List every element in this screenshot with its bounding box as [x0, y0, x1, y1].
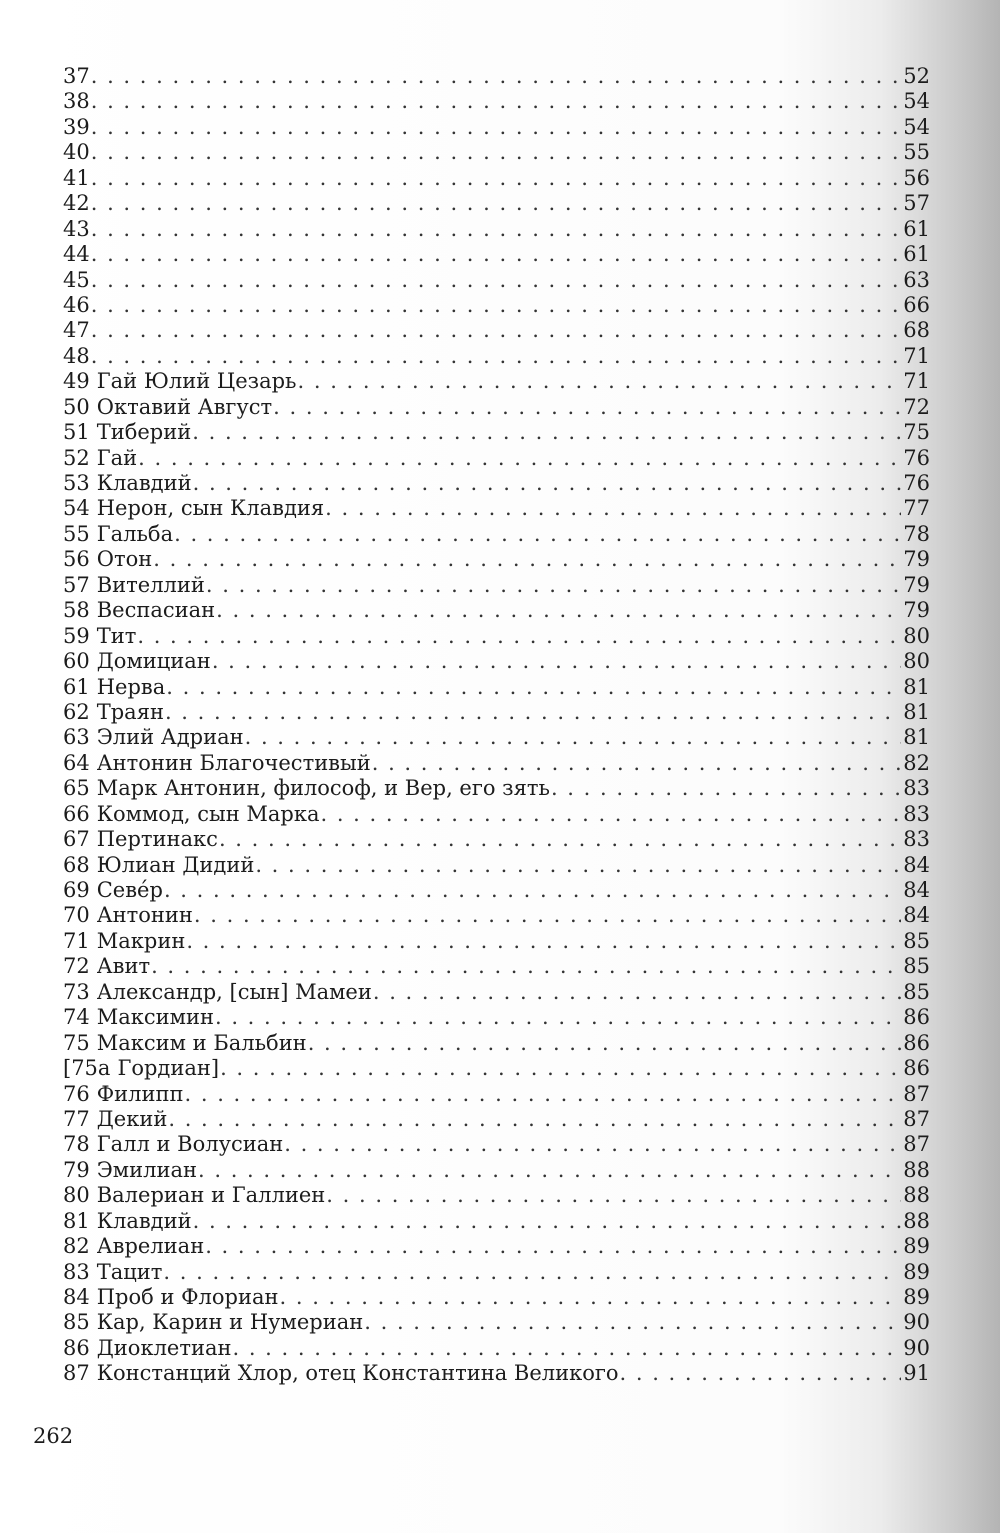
dot-leader	[198, 1158, 901, 1183]
toc-entry-number: 37	[63, 64, 90, 88]
toc-entry	[63, 802, 930, 827]
dot-leader	[91, 318, 902, 343]
dot-leader	[255, 853, 901, 878]
toc-entry	[63, 1336, 930, 1361]
toc-entry-title: Эмилиан	[96, 1157, 197, 1182]
toc-entry-number: 60	[63, 649, 90, 674]
dot-leader	[298, 369, 902, 394]
toc-entry-page: 80	[903, 649, 930, 674]
toc-entry	[63, 217, 930, 242]
toc-entry-title: Отон	[96, 547, 153, 572]
toc-entry	[63, 853, 930, 878]
toc-entry	[63, 522, 930, 547]
toc-entry-title: Севе́р	[96, 878, 163, 902]
toc-entry	[63, 776, 930, 801]
toc-entry-number: 44	[63, 242, 90, 267]
toc-entry	[63, 929, 930, 954]
toc-entry-page: 87	[903, 1081, 930, 1106]
dot-leader	[91, 268, 902, 293]
dot-leader	[215, 1005, 901, 1030]
toc-entry-number: 54	[63, 496, 90, 521]
toc-entry-page: 87	[903, 1106, 930, 1131]
toc-entry-page: 80	[903, 623, 930, 648]
toc-entry-title: Гордиан]	[117, 1056, 220, 1081]
toc-entry	[63, 395, 930, 420]
toc-entry-number: 84	[63, 1285, 90, 1309]
toc-entry-number: 47	[63, 318, 90, 343]
toc-entry-page: 66	[903, 292, 930, 317]
dot-leader	[168, 1107, 901, 1132]
toc-entry-title: Филипп	[96, 1081, 184, 1106]
toc-entry	[63, 1285, 930, 1310]
toc-entry-number: 39	[63, 114, 90, 139]
toc-entry-number: 52	[63, 445, 90, 470]
dot-leader	[151, 954, 901, 979]
toc-entry-page: 90	[903, 1335, 930, 1360]
toc-entry-number: 53	[63, 471, 90, 495]
dot-leader	[551, 776, 901, 801]
toc-entry-page: 86	[903, 1005, 930, 1030]
toc-entry-title: Юлиан Дидий	[96, 852, 255, 877]
toc-entry-page: 61	[903, 216, 930, 241]
toc-entry-page: 85	[903, 928, 930, 953]
toc-entry	[63, 1209, 930, 1234]
toc-entry-page: 85	[903, 954, 930, 979]
toc-entry	[63, 191, 930, 216]
toc-entry-number: 87	[63, 1361, 90, 1386]
toc-entry-title: Тиберий	[96, 420, 192, 445]
toc-entry-page: 75	[903, 420, 930, 445]
toc-entry-page: 86	[903, 1056, 930, 1081]
toc-entry-number: 45	[63, 267, 90, 292]
dot-leader	[212, 649, 901, 674]
toc-entry-page: 79	[903, 547, 930, 572]
toc-entry-number: 40	[63, 140, 90, 165]
toc-entry-page: 71	[903, 369, 930, 394]
toc-entry	[63, 624, 930, 649]
dot-leader	[164, 878, 901, 903]
dot-leader	[153, 547, 901, 572]
toc-entry-page: 90	[903, 1310, 930, 1335]
toc-entry-title: Элий Адриан	[96, 725, 244, 750]
toc-entry	[63, 344, 930, 369]
toc-entry-title: Тит	[96, 623, 137, 648]
toc-entry-page: 83	[903, 801, 930, 826]
toc-entry	[63, 420, 930, 445]
toc-entry-page: 81	[903, 674, 930, 699]
dot-leader	[91, 89, 902, 114]
toc-entry-number: 64	[63, 750, 90, 775]
dot-leader	[232, 1336, 901, 1361]
toc-entry-page: 84	[903, 878, 930, 902]
dot-leader	[205, 1234, 901, 1259]
toc-entry-number: [75а	[63, 1056, 111, 1081]
dot-leader	[308, 1031, 902, 1056]
toc-entry	[63, 166, 930, 191]
toc-entry	[63, 1260, 930, 1285]
toc-entry-number: 85	[63, 1310, 90, 1335]
toc-entry-title: Гай	[96, 445, 138, 470]
toc-entry-number: 38	[63, 89, 90, 114]
dot-leader	[163, 1260, 901, 1285]
toc-entry-number: 41	[63, 165, 90, 190]
toc-entry-page: 83	[903, 776, 930, 801]
toc-entry-number: 55	[63, 521, 90, 546]
dot-leader	[325, 496, 901, 521]
toc-entry-number: 48	[63, 343, 90, 368]
toc-entry-page: 78	[903, 521, 930, 546]
dot-leader	[137, 624, 901, 649]
toc-entry-title: Нерва	[96, 674, 166, 699]
dot-leader	[280, 1285, 902, 1310]
toc-entry-number: 50	[63, 394, 90, 419]
toc-entry-number: 63	[63, 725, 90, 750]
toc-entry-page: 57	[903, 191, 930, 216]
toc-entry	[63, 1361, 930, 1386]
dot-leader	[364, 1310, 901, 1335]
toc-entry	[63, 1132, 930, 1157]
toc-entry-number: 77	[63, 1106, 90, 1131]
dot-leader	[373, 980, 901, 1005]
dot-leader	[138, 446, 901, 471]
toc-entry	[63, 1056, 930, 1081]
toc-entry-title: Галл и Волусиан	[96, 1132, 284, 1157]
dot-leader	[320, 802, 901, 827]
toc-entry-title: Октавий Август	[96, 394, 273, 419]
toc-entry-number: 82	[63, 1234, 90, 1259]
toc-entry	[63, 751, 930, 776]
toc-entry	[63, 1107, 930, 1132]
toc-entry-title: Клавдий	[96, 471, 192, 495]
toc-entry-page: 76	[903, 471, 930, 495]
toc-entry	[63, 318, 930, 343]
toc-entry-number: 46	[63, 292, 90, 317]
toc-entry-title: Домициан	[96, 649, 211, 674]
dot-leader	[206, 573, 901, 598]
dot-leader	[620, 1361, 902, 1386]
toc-entry	[63, 1158, 930, 1183]
toc-entry-number: 83	[63, 1259, 90, 1284]
dot-leader	[91, 166, 902, 191]
toc-entry-page: 88	[903, 1157, 930, 1182]
toc-entry-number: 66	[63, 801, 90, 826]
toc-entry	[63, 547, 930, 572]
toc-entry-page: 89	[903, 1285, 930, 1309]
toc-entry	[63, 1310, 930, 1335]
toc-entry-page: 84	[903, 903, 930, 928]
dot-leader	[91, 115, 902, 140]
toc-entry-page: 71	[903, 343, 930, 368]
toc-entry-title: Пертинакс	[96, 827, 218, 852]
dot-leader	[284, 1132, 901, 1157]
toc-entry-page: 81	[903, 699, 930, 724]
dot-leader	[273, 395, 901, 420]
toc-entry-title: Диоклетиан	[96, 1335, 232, 1360]
toc-entry-number: 73	[63, 979, 90, 1004]
toc-entry-number: 71	[63, 928, 90, 953]
dot-leader	[91, 64, 902, 89]
toc-entry-title: Кар, Карин и Нумериан	[96, 1310, 364, 1335]
toc-entry-title: Макрин	[96, 928, 186, 953]
toc-entry-number: 76	[63, 1081, 90, 1106]
toc-entry-title: Клавдий	[96, 1208, 192, 1233]
dot-leader	[174, 522, 901, 547]
toc-entry-page: 72	[903, 394, 930, 419]
dot-leader	[165, 700, 901, 725]
toc-entry	[63, 649, 930, 674]
toc-entry-number: 75	[63, 1030, 90, 1055]
toc-entry	[63, 471, 930, 496]
toc-entry-number: 59	[63, 623, 90, 648]
toc-entry-number: 51	[63, 420, 90, 445]
toc-entry-number: 81	[63, 1208, 90, 1233]
toc-entry	[63, 1183, 930, 1208]
table-of-contents	[63, 64, 930, 1387]
toc-entry-title: Тацит	[96, 1259, 163, 1284]
toc-entry	[63, 725, 930, 750]
toc-entry-page: 88	[903, 1208, 930, 1233]
toc-entry-page: 85	[903, 979, 930, 1004]
toc-entry	[63, 293, 930, 318]
toc-entry	[63, 980, 930, 1005]
toc-entry	[63, 700, 930, 725]
toc-entry	[63, 903, 930, 928]
toc-entry	[63, 598, 930, 623]
dot-leader	[91, 242, 902, 267]
toc-entry-title: Александр, [сын] Мамеи	[96, 979, 372, 1004]
dot-leader	[91, 217, 902, 242]
toc-entry-page: 88	[903, 1183, 930, 1208]
toc-entry-page: 89	[903, 1234, 930, 1259]
toc-entry-page: 82	[903, 750, 930, 775]
toc-entry-page: 89	[903, 1259, 930, 1284]
toc-entry	[63, 878, 930, 903]
toc-entry-page: 87	[903, 1132, 930, 1157]
dot-leader	[372, 751, 902, 776]
toc-entry-page: 86	[903, 1030, 930, 1055]
toc-entry-title: Максимин	[96, 1005, 214, 1030]
toc-entry-number: 79	[63, 1157, 90, 1182]
toc-entry	[63, 827, 930, 852]
toc-entry-title: Веспасиан	[96, 598, 216, 623]
toc-entry-title: Гальба	[96, 521, 174, 546]
toc-entry-number: 57	[63, 572, 90, 597]
toc-entry	[63, 496, 930, 521]
toc-entry-title: Антонин	[96, 903, 193, 928]
toc-entry-page: 56	[903, 165, 930, 190]
toc-entry-number: 86	[63, 1335, 90, 1360]
dot-leader	[193, 1209, 902, 1234]
toc-entry-number: 42	[63, 191, 90, 216]
toc-entry-page: 63	[903, 267, 930, 292]
toc-entry-page: 83	[903, 827, 930, 852]
dot-leader	[91, 293, 902, 318]
toc-entry-number: 58	[63, 598, 90, 623]
dot-leader	[185, 1082, 902, 1107]
toc-entry-page: 68	[903, 318, 930, 343]
toc-entry-number: 61	[63, 674, 90, 699]
dot-leader	[91, 344, 902, 369]
toc-entry-number: 69	[63, 878, 90, 902]
toc-entry-number: 74	[63, 1005, 90, 1030]
toc-entry-page: 79	[903, 572, 930, 597]
toc-entry	[63, 64, 930, 89]
toc-entry	[63, 675, 930, 700]
toc-entry-number: 56	[63, 547, 90, 572]
toc-entry-title: Гай Юлий Цезарь	[96, 369, 297, 394]
toc-entry-title: Вителлий	[96, 572, 205, 597]
dot-leader	[245, 725, 902, 750]
dot-leader	[326, 1183, 901, 1208]
toc-entry-page: 54	[903, 89, 930, 114]
toc-entry-number: 43	[63, 216, 90, 241]
dot-leader	[216, 598, 901, 623]
page-number: 262	[33, 1424, 74, 1448]
toc-entry	[63, 115, 930, 140]
toc-entry-page: 55	[903, 140, 930, 165]
dot-leader	[192, 420, 901, 445]
toc-entry-title: Нерон, сын Клавдия	[96, 496, 325, 521]
toc-entry-page: 84	[903, 852, 930, 877]
toc-entry	[63, 369, 930, 394]
toc-entry-number: 80	[63, 1183, 90, 1208]
toc-entry-title: Проб и Флориан	[96, 1285, 279, 1309]
toc-entry	[63, 446, 930, 471]
toc-entry-title: Валериан и Галлиен	[96, 1183, 326, 1208]
toc-entry-page: 91	[903, 1361, 930, 1386]
toc-entry	[63, 954, 930, 979]
dot-leader	[186, 929, 901, 954]
toc-entry	[63, 268, 930, 293]
dot-leader	[166, 675, 901, 700]
toc-entry-page: 81	[903, 725, 930, 750]
toc-entry	[63, 1031, 930, 1056]
toc-entry-page: 61	[903, 242, 930, 267]
toc-entry-number: 68	[63, 852, 90, 877]
toc-entry	[63, 1082, 930, 1107]
toc-entry	[63, 1234, 930, 1259]
dot-leader	[193, 471, 902, 496]
dot-leader	[194, 903, 901, 928]
toc-entry-number: 72	[63, 954, 90, 979]
toc-entry	[63, 242, 930, 267]
toc-entry-page: 54	[903, 114, 930, 139]
toc-entry-title: Коммод, сын Марка	[96, 801, 320, 826]
toc-entry-title: Аврелиан	[96, 1234, 205, 1259]
toc-entry-title: Декий	[96, 1106, 168, 1131]
toc-entry-page: 76	[903, 445, 930, 470]
dot-leader	[219, 827, 901, 852]
toc-entry-number: 49	[63, 369, 90, 394]
toc-entry-title: Марк Антонин, философ, и Вер, его зять	[96, 776, 550, 801]
toc-entry-page: 79	[903, 598, 930, 623]
toc-entry	[63, 1005, 930, 1030]
dot-leader	[91, 191, 902, 216]
toc-entry-title: Антонин Благочестивый	[96, 750, 371, 775]
toc-entry-number: 70	[63, 903, 90, 928]
toc-entry-number: 78	[63, 1132, 90, 1157]
toc-entry-title: Траян	[96, 699, 164, 724]
toc-entry	[63, 573, 930, 598]
toc-entry-title: Авит	[96, 954, 151, 979]
toc-entry-number: 62	[63, 699, 90, 724]
toc-entry	[63, 140, 930, 165]
toc-entry-title: Максим и Бальбин	[96, 1030, 307, 1055]
toc-entry	[63, 89, 930, 114]
toc-entry-number: 65	[63, 776, 90, 801]
dot-leader	[91, 140, 902, 165]
toc-entry-page: 52	[903, 64, 930, 88]
toc-entry-page: 77	[903, 496, 930, 521]
dot-leader	[220, 1056, 901, 1081]
toc-entry-number: 67	[63, 827, 90, 852]
toc-entry-title: Констанций Хлор, отец Константина Великого	[96, 1361, 619, 1386]
